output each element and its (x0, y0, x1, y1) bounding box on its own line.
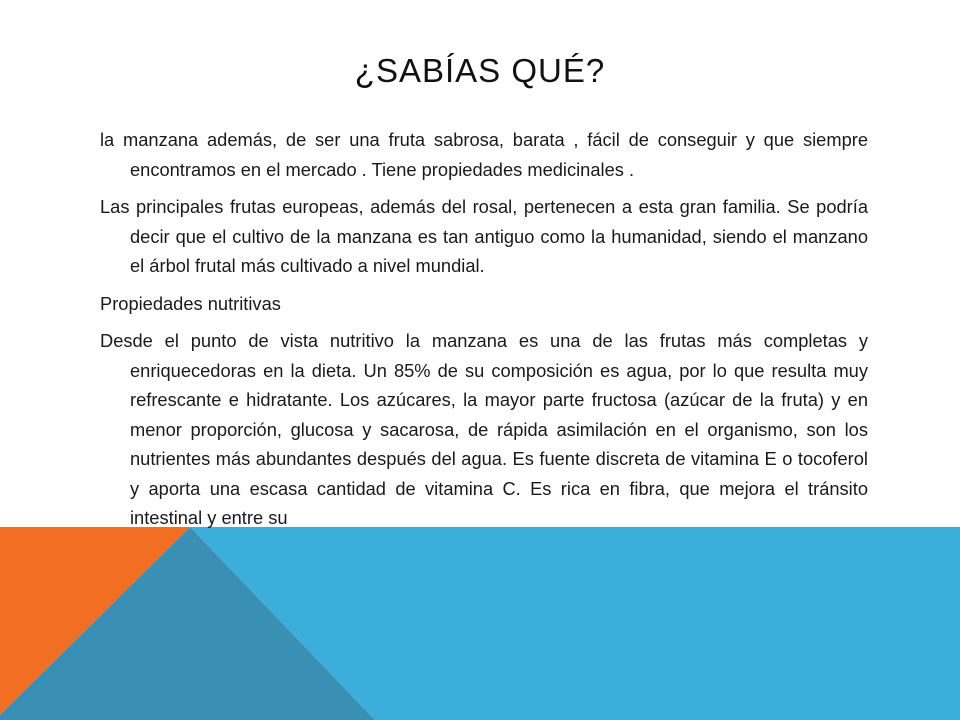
slide-title: ¿SABÍAS QUÉ? (354, 52, 606, 89)
slide-body (100, 125, 868, 541)
paragraph-nutrition: Desde el punto de vista nutritivo la manzana es una de las frutas más completas y enriquecedoras en la dieta. Un 85% de su composición es agua, por lo que resulta muy refrescante e hidratante. Los azúcares, la mayor parte fructosa (azúcar de la fruta) y en menor proporción, glucosa y sacarosa, de rápida asimilación en el organismo, son los nutrientes más abundantes después del agua. Es fuente discreta de vitamina E o tocoferol y aporta una escasa cantidad de vitamina C. Es rica en fibra, que mejora el tránsito intestinal y entre su (100, 330, 868, 528)
paragraph-family: Las principales frutas europeas, además del rosal, pertenecen a esta gran familia. Se podría decir que el cultivo de la manzana es tan antiguo como la humanidad, siendo el manzano el árbol frutal más cultivado a nivel mundial. (100, 196, 868, 276)
paragraph-intro: la manzana además, de ser una fruta sabrosa, barata , fácil de conseguir y que siempre encontramos en el mercado . Tiene propiedades medicinales . (100, 129, 868, 180)
paragraph-heading-nutrition: Propiedades nutritivas (100, 292, 281, 314)
